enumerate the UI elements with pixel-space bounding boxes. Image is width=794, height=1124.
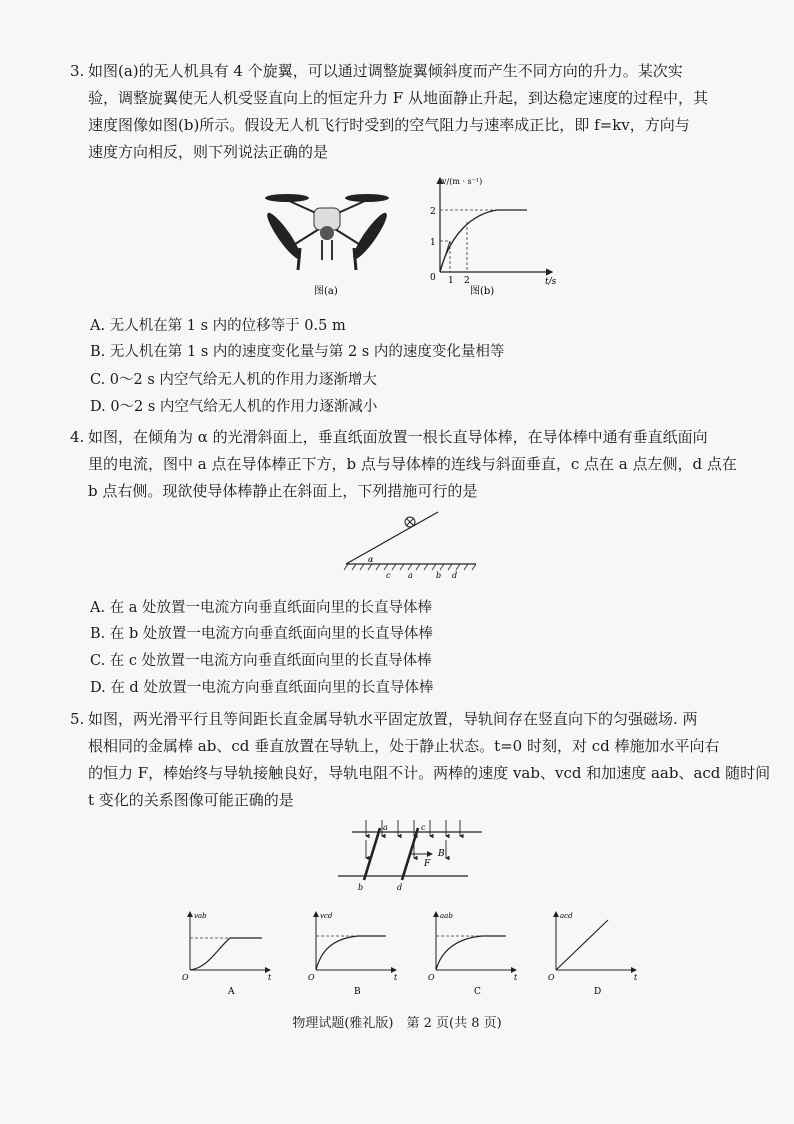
graph-d-origin: O <box>548 973 555 982</box>
q5-line-2: 根相同的金属棒 ab、cd 垂直放置在导轨上，处于静止状态。t=0 时刻，对 cd 棒施加水平向右 <box>88 737 720 755</box>
question-5-stem <box>88 706 771 814</box>
rails-figure <box>336 814 484 896</box>
point-d-label: d <box>452 571 458 580</box>
point-b-label: b <box>436 571 442 580</box>
point-c-label: c <box>386 571 391 580</box>
q4-option-a[interactable]: A. 在 a 处放置一电流方向垂直纸面向里的长直导体棒 <box>90 600 433 616</box>
question-3-stem <box>88 58 728 166</box>
q4-option-d[interactable]: D. 在 d 处放置一电流方向垂直纸面向里的长直导体棒 <box>90 680 434 696</box>
question-4-number: 4. <box>70 428 85 446</box>
graph-d-tag: D <box>594 987 602 996</box>
q3-line-2: 验，调整旋翼使无人机受竖直向上的恒定升力 F 从地面静止升起，到达稳定速度的过程中，其 <box>88 89 708 107</box>
y-tick-1: 1 <box>430 238 436 248</box>
graph-a-xlabel: t <box>268 973 272 982</box>
incline-figure <box>340 508 480 584</box>
q5-line-1: 如图，两光滑平行且等间距长直金属导轨水平固定放置，导轨间存在竖直向下的匀强磁场. 两 <box>88 710 698 728</box>
force-f-label: F <box>424 859 431 869</box>
graph-option-c <box>426 908 522 996</box>
q3-option-d[interactable]: D. 0～2 s 内空气给无人机的作用力逐渐减小 <box>90 399 378 415</box>
graph-a-origin: O <box>182 973 189 982</box>
q3-line-4: 速度方向相反，则下列说法正确的是 <box>88 143 329 161</box>
q4-line-1: 如图，在倾角为 α 的光滑斜面上，垂直纸面放置一根长直导体棒，在导体棒中通有垂直纸面向 <box>88 428 708 446</box>
fig-a-caption: 图(a) <box>314 286 338 297</box>
q4-line-3: b 点右侧。现欲使导体棒静止在斜面上，下列措施可行的是 <box>88 482 478 500</box>
origin-label: 0 <box>430 273 436 283</box>
velocity-graph <box>412 172 572 298</box>
angle-alpha-label: α <box>368 555 374 564</box>
q3-option-c[interactable]: C. 0～2 s 内空气给无人机的作用力逐渐增大 <box>90 372 377 388</box>
q4-line-2: 里的电流，图中 a 点在导体棒正下方，b 点与导体棒的连线与斜面垂直，c 点在 a 点左侧，d 点在 <box>88 455 737 473</box>
graph-a-ylabel: vab <box>194 912 207 920</box>
rail-label-a: a <box>383 823 388 832</box>
y-tick-2: 2 <box>430 207 436 217</box>
rail-label-c: c <box>421 823 426 832</box>
rail-label-d: d <box>397 883 403 892</box>
q4-option-c[interactable]: C. 在 c 处放置一电流方向垂直纸面向里的长直导体棒 <box>90 653 432 669</box>
question-4-stem <box>88 424 737 505</box>
graph-c-ylabel: aab <box>440 912 453 920</box>
x-tick-1: 1 <box>448 276 454 286</box>
q3-option-a[interactable]: A. 无人机在第 1 s 内的位移等于 0.5 m <box>90 318 346 334</box>
q3-line-3: 速度图像如图(b)所示。假设无人机飞行时受到的空气阻力与速率成正比，即 f=kv，方向与 <box>88 116 690 134</box>
graph-b-ylabel: vcd <box>320 912 333 920</box>
velocity-axis-label: v/(m · s⁻¹) <box>442 177 483 186</box>
graph-option-b <box>306 908 402 996</box>
graph-option-d <box>546 908 642 996</box>
question-3-number: 3. <box>70 62 85 80</box>
q5-line-3: 的恒力 F，棒始终与导轨接触良好，导轨电阻不计。两棒的速度 vab、vcd 和加速度 aab、acd 随时间 <box>88 764 771 782</box>
q5-line-4: t 变化的关系图像可能正确的是 <box>88 791 294 809</box>
q3-line-1: 如图(a)的无人机具有 4 个旋翼，可以通过调整旋翼倾斜度而产生不同方向的升力。某次实 <box>88 62 683 80</box>
question-5-number: 5. <box>70 710 85 728</box>
graph-b-origin: O <box>308 973 315 982</box>
point-a-label: a <box>408 571 413 580</box>
fig-b-caption: 图(b) <box>470 286 495 297</box>
time-axis-label: t/s <box>545 277 557 287</box>
graph-b-tag: B <box>354 987 361 996</box>
x-tick-2: 2 <box>464 276 470 286</box>
drone-figure <box>262 178 392 298</box>
field-b-label: B <box>438 849 445 859</box>
graph-b-xlabel: t <box>394 973 398 982</box>
rail-label-b: b <box>358 883 364 892</box>
graph-option-a <box>180 908 276 996</box>
graph-a-tag: A <box>228 987 235 996</box>
graph-c-origin: O <box>428 973 435 982</box>
q3-option-b[interactable]: B. 无人机在第 1 s 内的速度变化量与第 2 s 内的速度变化量相等 <box>90 344 505 360</box>
page-footer: 物理试题(雅礼版) 第 2 页(共 8 页) <box>292 1016 502 1031</box>
graph-d-xlabel: t <box>634 973 638 982</box>
graph-c-tag: C <box>474 987 481 996</box>
q4-option-b[interactable]: B. 在 b 处放置一电流方向垂直纸面向里的长直导体棒 <box>90 626 433 642</box>
graph-d-ylabel: acd <box>560 912 573 920</box>
graph-c-xlabel: t <box>514 973 518 982</box>
